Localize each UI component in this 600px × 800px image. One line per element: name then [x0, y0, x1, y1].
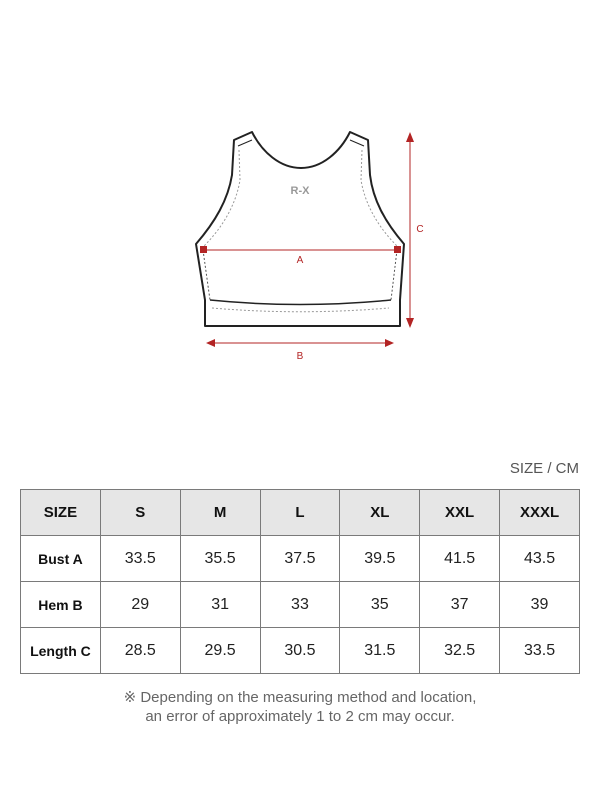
crop-top-outline — [196, 132, 404, 326]
measure-b — [206, 339, 394, 362]
table-cell: 41.5 — [420, 536, 500, 582]
row-label: Bust A — [21, 536, 101, 582]
brand-logo: R-X — [290, 185, 310, 197]
table-header-row — [21, 490, 580, 536]
header-cell: XXXL — [500, 490, 580, 536]
header-cell: SIZE — [21, 490, 101, 536]
table-cell: 31 — [180, 582, 260, 628]
table-row — [21, 628, 580, 674]
table-cell: 29 — [100, 582, 180, 628]
table-cell: 30.5 — [260, 628, 340, 674]
note-line-1: ※ Depending on the measuring method and location, — [123, 689, 477, 706]
header-cell: S — [100, 490, 180, 536]
table-cell: 35 — [340, 582, 420, 628]
header-cell: XXL — [420, 490, 500, 536]
table-cell: 35.5 — [180, 536, 260, 582]
table-cell: 32.5 — [420, 628, 500, 674]
table-cell: 28.5 — [100, 628, 180, 674]
table-cell: 33 — [260, 582, 340, 628]
size-table — [20, 489, 580, 674]
header-cell: M — [180, 490, 260, 536]
measure-b-label: B — [296, 351, 304, 362]
note-line-2: an error of approximately 1 to 2 cm may occur. — [145, 708, 455, 725]
table-cell: 37 — [420, 582, 500, 628]
header-cell: XL — [340, 490, 420, 536]
table-cell: 39 — [500, 582, 580, 628]
header-cell: L — [260, 490, 340, 536]
table-cell: 37.5 — [260, 536, 340, 582]
table-cell: 31.5 — [340, 628, 420, 674]
measure-c — [406, 132, 424, 328]
table-row — [21, 536, 580, 582]
unit-label: SIZE / CM — [509, 460, 579, 477]
table-row — [21, 582, 580, 628]
table-cell: 29.5 — [180, 628, 260, 674]
table-cell: 43.5 — [500, 536, 580, 582]
measure-a-label: A — [296, 255, 304, 266]
measure-c-label: C — [416, 224, 424, 235]
row-label: Hem B — [21, 582, 101, 628]
row-label: Length C — [21, 628, 101, 674]
table-cell: 33.5 — [100, 536, 180, 582]
measurement-note — [0, 688, 600, 726]
table-cell: 33.5 — [500, 628, 580, 674]
table-cell: 39.5 — [340, 536, 420, 582]
